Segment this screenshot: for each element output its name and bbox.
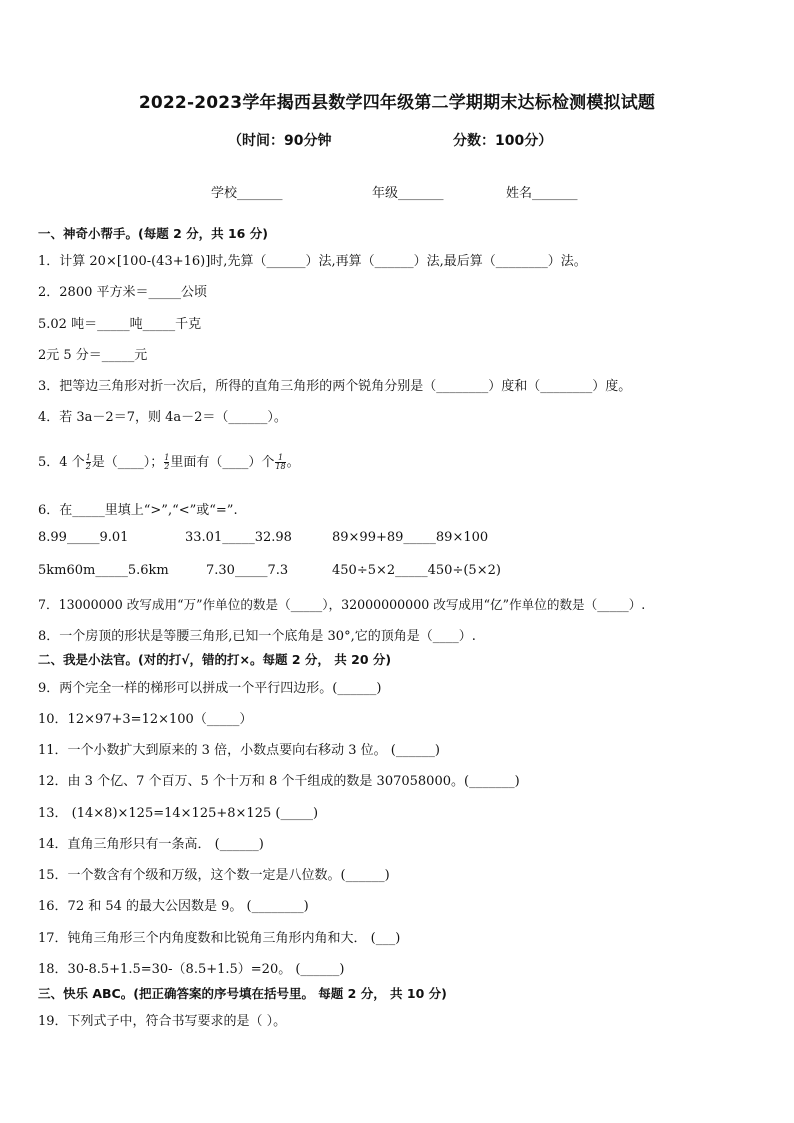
q6-item: 5km60m_____5.6km	[38, 563, 169, 578]
question-5	[38, 451, 300, 471]
name-field: 姓名_______	[506, 186, 578, 201]
question-2c: 2元 5 分＝_____元	[38, 348, 148, 363]
question-2b: 5.02 吨＝_____吨_____千克	[38, 317, 202, 332]
question-1: 1．计算 20×[100-(43+16)]时,先算（______）法,再算（______）法,最后算（________）法。	[38, 254, 587, 269]
q5-mid1: 是（____）；	[91, 455, 164, 470]
exam-title: 2022-2023学年揭西县数学四年级第二学期期末达标检测模拟试题	[138, 93, 656, 113]
q6-item: 8.99_____9.01	[38, 530, 129, 545]
q6-item: 7.30_____7.3	[206, 563, 289, 578]
fraction-1: $\frac{1}{2}$	[85, 453, 91, 471]
question-3: 3．把等边三角形对折一次后，所得的直角三角形的两个锐角分别是（________）度和（________）度。	[38, 379, 632, 394]
question-9: 9．两个完全一样的梯形可以拼成一个平行四边形。(______)	[38, 681, 382, 696]
q5-mid2: 里面有（____）个	[170, 455, 275, 470]
question-10: 10．12×97+3=12×100（_____）	[38, 712, 253, 727]
grade-field: 年级_______	[372, 186, 444, 201]
question-2a: 2．2800 平方米＝_____公顷	[38, 285, 207, 300]
question-16: 16．72 和 54 的最大公因数是 9。 (________)	[38, 899, 309, 914]
question-12: 12．由 3 个亿、7 个百万、5 个十万和 8 个千组成的数是 307058000。(_______)	[38, 774, 520, 789]
time-label: （时间：90分钟	[228, 133, 332, 149]
school-field: 学校_______	[211, 186, 283, 201]
question-19: 19．下列式子中，符合书写要求的是（ ）。	[38, 1014, 287, 1029]
question-18: 18．30-8.5+1.5=30-（8.5+1.5）=20。 (______)	[38, 962, 345, 977]
question-4: 4．若 3a－2＝7，则 4a－2＝（______）。	[38, 410, 287, 425]
q6-item: 89×99+89_____89×100	[332, 530, 489, 545]
q6-item: 33.01_____32.98	[185, 530, 292, 545]
fraction-3: $\frac{1}{18}$	[275, 453, 286, 471]
fraction-2: $\frac{1}{2}$	[164, 453, 170, 471]
question-8: 8．一个房顶的形状是等腰三角形,已知一个底角是 30°,它的顶角是（____）.	[38, 629, 476, 644]
question-6: 6．在_____里填上“>”,“<”或“=”.	[38, 503, 238, 518]
section-3-heading: 三、快乐 ABC。(把正确答案的序号填在括号里。 每题 2 分， 共 10 分)	[38, 986, 447, 1001]
question-17: 17．钝角三角形三个内角度数和比锐角三角形内角和大． (___)	[38, 931, 401, 946]
question-15: 15．一个数含有个级和万级，这个数一定是八位数。(______)	[38, 868, 390, 883]
question-13: 13． (14×8)×125=14×125+8×125 (_____)	[38, 806, 319, 821]
q5-suffix: 。	[286, 455, 300, 470]
question-7: 7．13000000 改写成用“万”作单位的数是（_____），32000000000 改写成用“亿”作单位的数是（_____）.	[38, 597, 646, 612]
section-2-heading: 二、我是小法官。(对的打√，错的打×。每题 2 分， 共 20 分)	[38, 652, 392, 667]
q5-prefix: 5．4 个	[38, 455, 85, 470]
q6-item: 450÷5×2_____450÷(5×2)	[332, 563, 501, 578]
question-14: 14．直角三角形只有一条高． (______)	[38, 837, 264, 852]
section-1-heading: 一、神奇小帮手。(每题 2 分，共 16 分)	[38, 226, 268, 241]
score-label: 分数：100分）	[453, 133, 553, 149]
question-11: 11．一个小数扩大到原来的 3 倍，小数点要向右移动 3 位。 (______)	[38, 743, 440, 758]
